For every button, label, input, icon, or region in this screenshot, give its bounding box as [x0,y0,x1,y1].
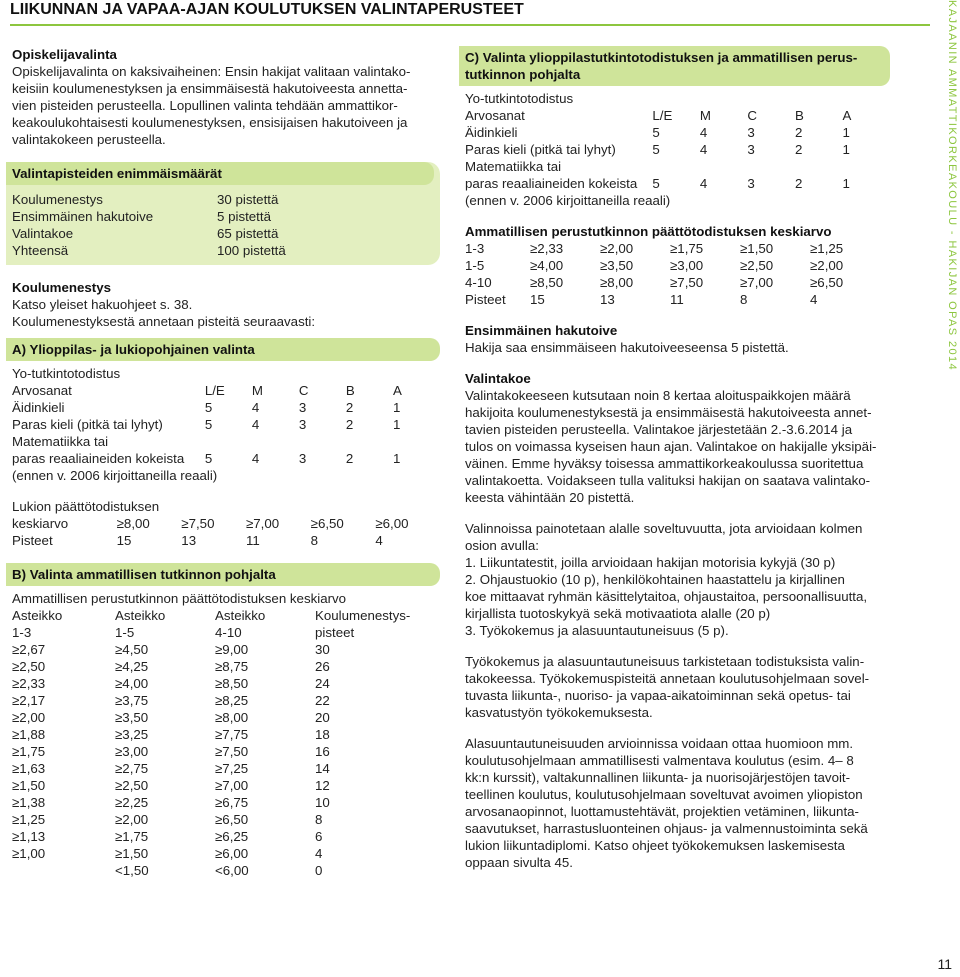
row-value: 4 [699,142,708,157]
table-row [12,862,440,879]
row-value: 1 [842,142,850,157]
row-value: 3 [747,176,755,191]
text-line: keakoulukohtaisesti koulumenestyksen, ensisijaisen hakutoiveen ja [12,115,408,130]
table-cell: <6,00 [215,863,249,878]
table-cell: ≥1,75 [12,744,46,759]
text-line: Lukion päättötodistuksen [12,499,160,514]
table-row [465,175,890,192]
table-cell: 30 [315,642,330,657]
koulumenestys-heading: Koulumenestys [12,280,112,295]
row-value [205,433,252,450]
table-cell: ≥2,00 [115,812,149,827]
left-column [12,46,440,879]
text-line: keesta vähintään 20 pistettä. [465,490,635,505]
row-value: 3 [298,400,307,415]
section-b-heading: B) Valinta ammatillisen tutkinnon pohjalta [6,563,440,586]
table-row [12,641,440,658]
section-a-subtitle: Yo-tutkintotodistus [12,366,121,381]
row-value: B [794,108,804,123]
text-line: väinen. Emme hyväksy toisessa ammattikorkeakoulussa suoritettua [465,456,864,471]
row-value: 15 [116,533,132,548]
table-cell: ≥2,75 [115,761,149,776]
table-header-row [12,607,440,624]
table-cell: ≥1,75 [115,829,149,844]
row-value: 4 [699,125,708,140]
row-label: Arvosanat [465,108,525,123]
table-cell: ≥8,00 [215,710,249,725]
row-value: ≥7,00 [245,516,280,531]
row-value: 2 [794,142,803,157]
painotus-text [465,520,890,639]
alasuuntautuneisuus-text [465,735,890,871]
table-row [465,257,890,274]
row-value: 4 [699,176,708,191]
row-label: Arvosanat [12,383,72,398]
table-cell: ≥8,25 [215,693,249,708]
text-line: koe mittaavat ryhmän käsittelytaitoa, ohjaustaitoa, persoonallisuutta, [465,589,868,604]
header-cell: Asteikko [215,608,266,623]
row-value: 1 [392,451,401,466]
table-row [465,158,890,175]
row-label: keskiarvo [12,516,69,531]
row-value: ≥1,25 [810,241,844,256]
table-cell: ≥3,50 [115,710,149,725]
text-line: osion avulla: [465,538,539,553]
table-cell: ≥2,50 [12,659,46,674]
row-value: 8 [310,533,319,548]
row-value: ≥7,50 [670,275,704,290]
row-value: 5 [652,125,660,140]
row-value [252,433,299,450]
text-line: vien pisteiden perusteella. Lopullinen valinta tehdään ammattikor- [12,98,398,113]
table-cell: ≥7,00 [215,778,249,793]
row-value: ≥2,33 [530,241,564,256]
row-value: ≥2,00 [600,241,634,256]
section-c-grade-table [465,107,890,192]
table-cell: ≥6,00 [215,846,249,861]
table-cell: <1,50 [115,863,149,878]
row-value [795,158,843,175]
row-value: M [699,108,711,123]
text-line: valintakoetta. Voidakseen tulla valituksi hakijan on saatava valintako- [465,473,871,488]
table-cell: 24 [315,676,330,691]
table-cell: ≥2,00 [12,710,46,725]
row-value: 5 [652,176,660,191]
row-value: 2 [345,400,354,415]
row-value: ≥4,00 [530,258,564,273]
header-cell: Koulumenestys- [315,608,411,623]
table-row [12,743,440,760]
text-line: lukion liikuntadiplomi. Katso ohjeet työkokemuksen laskemisesta [465,838,845,853]
text-line: Työkokemus ja alasuuntautuneisuus tarkistetaan todistuksista valin- [465,654,865,669]
row-label: Valintakoe [12,226,74,241]
table-cell: ≥1,50 [115,846,149,861]
table-cell: ≥1,38 [12,795,46,810]
table-header-row [12,624,440,641]
table-cell: ≥7,50 [215,744,249,759]
section-a-note: (ennen v. 2006 kirjoittaneilla reaali) [12,468,218,483]
text-line: Koulumenestyksestä annetaan pisteitä seuraavasti: [12,314,316,329]
table-row [12,828,440,845]
row-value: M [251,383,263,398]
text-line: 1. Liikuntatestit, joilla arvioidaan hakijan motorisia kykyjä (30 p) [465,555,836,570]
table-row [12,208,434,225]
row-label: Ensimmäinen hakutoive [12,209,154,224]
table-row [12,777,440,794]
table-cell: 16 [315,744,330,759]
text-line: hakijoita koulumenestyksestä ja ensimmäisestä hakutoiveesta annet- [465,405,872,420]
row-value: L/E [204,383,225,398]
text-line: teellinen koulutus, koulutusohjelmaan soveltuvat avoimen yliopiston [465,787,863,802]
text-line: tulos on voimassa kyseisen haun ajan. Valintakoe on hakijalle yksipäi- [465,439,877,454]
text-line: 3. Työkokemus ja alasuuntautuneisuus (5 p). [465,623,729,638]
text-line: takokeessa. Työkokemuspisteitä annetaan koulutusohjelmaan sovel- [465,671,870,686]
text-line: kk:n kurssit), valtakunnallinen liikunta- ja nuorisojärjestöjen tavoit- [465,770,851,785]
text-line: keisiin koulumenestyksen ja ensimmäisestä hakutoiveesta annetta- [12,81,408,96]
row-value: ≥3,50 [600,258,634,273]
table-cell: ≥1,00 [12,846,46,861]
section-c-subtitle: Yo-tutkintotodistus [465,91,574,106]
table-cell: 10 [315,795,330,810]
text-line: arvosanaopinnot, luottamustehtävät, projektien vetäminen, liikunta- [465,804,859,819]
table-cell: ≥2,17 [12,693,46,708]
table-cell: ≥3,00 [115,744,149,759]
header-cell: 1-5 [115,625,135,640]
table-row [465,291,890,308]
row-value: ≥1,50 [740,241,774,256]
row-value: 1 [392,400,401,415]
table-cell: ≥1,63 [12,761,46,776]
row-value: 1 [842,176,850,191]
row-value: 11 [670,292,684,307]
text-line: Katso yleiset hakuohjeet s. 38. [12,297,193,312]
section-a-heading: A) Ylioppilas- ja lukiopohjainen valinta [6,338,440,361]
row-value: 2 [794,125,803,140]
row-value: ≥3,00 [670,258,704,273]
text-line: koulutusohjelmaan ammatillisesti valmentava koulutus (esim. 4– 8 [465,753,854,768]
row-label: 1-5 [465,258,485,273]
tyokokemus-text [465,653,890,721]
text-line: oppaan sivulta 45. [465,855,573,870]
row-value: 5 [204,400,213,415]
heading-line: tutkinnon pohjalta [465,67,581,82]
table-row [12,811,440,828]
row-label: Äidinkieli [12,400,65,415]
row-value: C [747,108,758,123]
table-cell: 4 [315,846,323,861]
table-cell: 12 [315,778,330,793]
table-cell: ≥2,67 [12,642,46,657]
table-cell: ≥1,50 [12,778,46,793]
row-value: ≥7,50 [181,516,215,531]
row-label: Pisteet [12,533,53,548]
row-label: paras reaaliaineiden kokeista [12,451,185,466]
valintakoe-text [465,387,890,506]
table-row [12,658,440,675]
row-value: 4 [251,400,260,415]
table-cell: ≥4,25 [115,659,149,674]
table-cell: 22 [315,693,330,708]
text-line: kirjallista tuotoskykyä sekä motivaatiota alalle (20 p) [465,606,771,621]
table-row [12,726,440,743]
opiskelijavalinta-text [12,63,440,148]
ensimmainen-heading: Ensimmäinen hakutoive [465,323,618,338]
table-row [12,532,440,549]
row-value: 4 [251,451,260,466]
table-cell: ≥3,75 [115,693,149,708]
row-value: ≥8,50 [530,275,564,290]
table-row [12,675,440,692]
row-value: ≥1,75 [670,241,704,256]
row-value: 1 [842,125,850,140]
table-cell: ≥4,00 [115,676,149,691]
row-value [299,433,346,450]
max-points-box [6,162,440,265]
row-value: 5 [204,417,213,432]
table-cell: ≥9,00 [215,642,249,657]
table-cell: ≥8,75 [215,659,249,674]
section-b-table [12,607,440,879]
table-row [12,709,440,726]
table-row [465,141,890,158]
section-c-note: (ennen v. 2006 kirjoittaneilla reaali) [465,193,671,208]
row-value: B [345,383,355,398]
table-row [12,692,440,709]
row-value: A [392,383,402,398]
row-value: 1 [392,417,401,432]
row-value [346,433,393,450]
row-value: 65 pistettä [217,226,279,241]
opiskelijavalinta-heading: Opiskelijavalinta [12,47,117,62]
table-cell: ≥2,25 [115,795,149,810]
max-points-table [12,191,434,259]
text-line: kasvatustyön työkokemuksesta. [465,705,653,720]
row-value: 4 [375,533,383,548]
text-line: 2. Ohjaustuokio (10 p), henkilökohtainen haastattelu ja kirjallinen [465,572,845,587]
row-value: ≥7,00 [740,275,774,290]
row-value: ≥6,50 [810,275,844,290]
row-label: Koulumenestys [12,192,103,207]
text-line: tavien pisteiden perusteella. Valintakoe järjestetään 2.-3.6.2014 ja [465,422,853,437]
row-value: 5 pistettä [217,209,271,224]
table-row [12,382,440,399]
section-c-heading [459,46,890,86]
section-a-grade-table [12,382,440,467]
row-value: 13 [600,292,615,307]
row-value [652,158,700,175]
table-row [12,242,434,259]
table-row [12,515,440,532]
max-points-heading: Valintapisteiden enimmäismäärät [6,162,434,185]
table-cell [12,862,115,879]
row-value: C [298,383,309,398]
lukio-table [12,515,440,549]
table-row [12,191,434,208]
row-value: ≥8,00 [116,516,150,531]
row-label: Pisteet [465,292,506,307]
valintakoe-heading: Valintakoe [465,371,531,386]
side-running-title: KAJAANIN AMMATTIKORKEAKOULU - HAKIJAN OPAS 2014 [946,0,958,372]
table-cell: 8 [315,812,323,827]
row-value: 2 [345,417,354,432]
table-row [465,124,890,141]
table-row [12,225,434,242]
row-value: 2 [345,451,354,466]
table-cell: ≥7,25 [215,761,249,776]
row-value: ≥6,00 [375,516,409,531]
row-value: 5 [652,142,660,157]
header-cell: Asteikko [115,608,166,623]
table-cell: ≥6,25 [215,829,249,844]
text-line: saavutukset, harrastusluonteinen ohjaus- ja valmennustoiminta sekä [465,821,868,836]
table-row [12,845,440,862]
row-value: ≥8,00 [600,275,634,290]
row-label: Matematiikka tai [12,434,109,449]
amm-heading: Ammatillisen perustutkinnon päättötodistuksen keskiarvo [465,224,832,239]
table-row [12,450,440,467]
row-value: ≥6,50 [310,516,344,531]
row-value [700,158,748,175]
row-value: 13 [181,533,197,548]
table-row [12,416,440,433]
page-title: LIIKUNNAN JA VAPAA-AJAN KOULUTUKSEN VALINTAPERUSTEET [10,0,930,26]
table-cell: ≥6,50 [215,812,249,827]
header-cell: 4-10 [215,625,242,640]
text-line: valintakokeen perusteella. [12,132,166,147]
table-cell: ≥1,25 [12,812,46,827]
text-line: Valinnoissa painotetaan alalle soveltuvuutta, jota arvioidaan kolmen [465,521,863,536]
header-cell: 1-3 [12,625,32,640]
text-line: Valintakokeeseen kutsutaan noin 8 kertaa aloituspaikkojen määrä [465,388,851,403]
row-value: 100 pistettä [217,243,286,258]
text-line: Opiskelijavalinta on kaksivaiheinen: Ensin hakijat valitaan valintako- [12,64,411,79]
table-cell: 20 [315,710,330,725]
table-cell: 18 [315,727,330,742]
table-row [12,433,440,450]
table-row [465,107,890,124]
text-line: Alasuuntautuneisuuden arvioinnissa voidaan ottaa huomioon mm. [465,736,854,751]
table-row [12,399,440,416]
right-column [465,46,890,871]
heading-line: C) Valinta ylioppilastutkintotodistuksen ja ammatillisen perus- [465,50,858,65]
table-row [465,274,890,291]
table-row [12,760,440,777]
table-cell: ≥4,50 [115,642,149,657]
header-cell: Asteikko [12,608,63,623]
row-label: Yhteensä [12,243,69,258]
row-value: 3 [747,142,755,157]
table-cell: 0 [315,863,323,878]
table-cell: ≥2,50 [115,778,149,793]
row-value: L/E [652,108,673,123]
row-label: paras reaaliaineiden kokeista [465,176,638,191]
row-value: A [842,108,852,123]
table-cell: ≥3,25 [115,727,149,742]
table-cell: ≥8,50 [215,676,249,691]
table-cell: ≥1,13 [12,829,46,844]
row-value: 4 [251,417,260,432]
koulumenestys-text [12,296,440,330]
row-value: 5 [204,451,213,466]
table-cell: 26 [315,659,330,674]
row-value [393,433,440,450]
table-cell: 6 [315,829,323,844]
table-cell: 14 [315,761,330,776]
ensimmainen-text: Hakija saa ensimmäiseen hakutoiveeseensa 5 pistettä. [465,340,789,355]
row-label: Paras kieli (pitkä tai lyhyt) [12,417,163,432]
table-row [12,794,440,811]
table-cell: ≥1,88 [12,727,46,742]
row-label: Äidinkieli [465,125,518,140]
table-row [465,240,890,257]
row-label: Paras kieli (pitkä tai lyhyt) [465,142,616,157]
row-label: Matematiikka tai [465,159,562,174]
row-value: 3 [298,451,307,466]
section-b-subtitle: Ammatillisen perustutkinnon päättötodistuksen keskiarvo [12,591,347,606]
row-value: 4 [810,292,818,307]
header-cell: pisteet [315,625,355,640]
amm-table [465,240,890,308]
table-cell: ≥7,75 [215,727,249,742]
row-value: 11 [245,533,260,548]
table-cell: ≥6,75 [215,795,249,810]
row-value: 3 [747,125,755,140]
row-label: 4-10 [465,275,492,290]
lukio-text [12,498,440,515]
row-label: 1-3 [465,241,485,256]
row-value [842,158,890,175]
row-value [747,158,795,175]
row-value: 3 [298,417,307,432]
table-cell: ≥2,33 [12,676,46,691]
page-number: 11 [937,956,952,972]
row-value: 30 pistettä [217,192,279,207]
row-value: ≥2,50 [740,258,774,273]
row-value: 2 [794,176,803,191]
row-value: ≥2,00 [810,258,844,273]
row-value: 8 [740,292,748,307]
row-value: 15 [530,292,545,307]
text-line: tuvasta liikunta-, nuoriso- ja vapaa-aikatoiminnan sekä opetus- tai [465,688,851,703]
